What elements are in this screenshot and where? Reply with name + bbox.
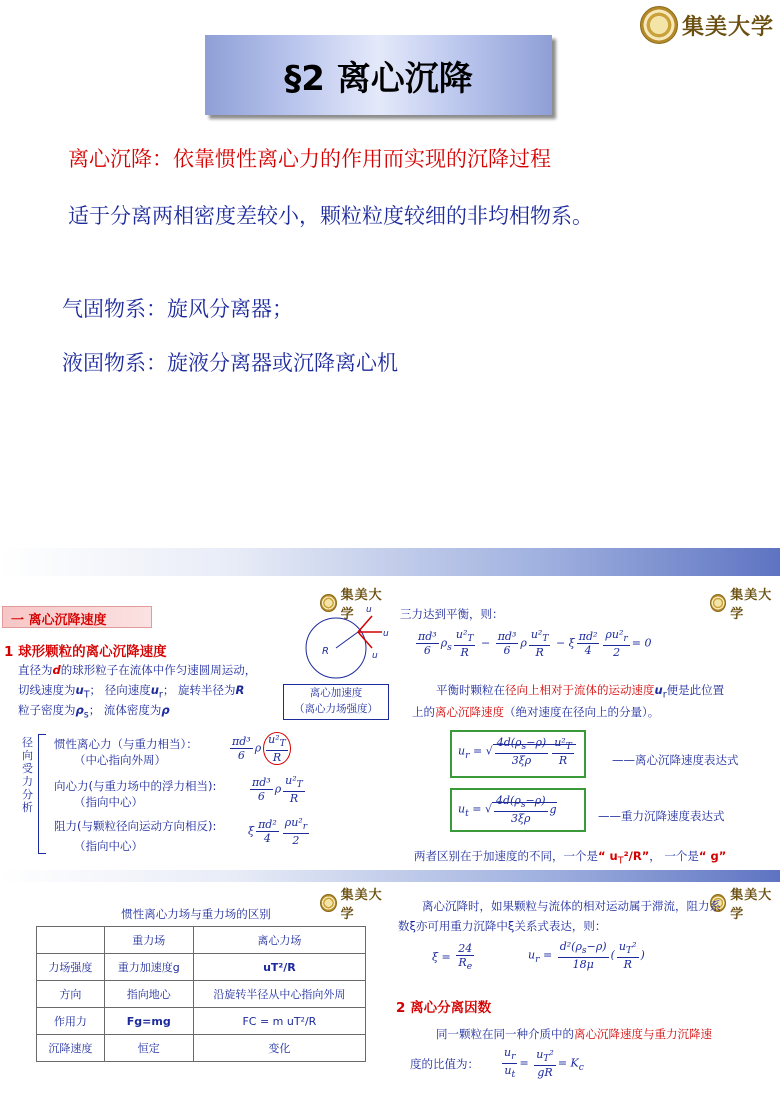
sub-title: 2 离心分离因数 — [396, 1000, 492, 1016]
text: ， 一个是 — [649, 849, 699, 863]
sub-title: 1 球形颗粒的离心沉降速度 — [4, 644, 167, 660]
formula-drag: ξ $\frac{\text{πd²}}{4}$ $\frac{\rho u^2_r}{2}$ — [248, 816, 308, 848]
logo-text: 集美大学 — [682, 13, 775, 40]
eq-tail: = 0 — [631, 636, 652, 650]
callout-box — [283, 684, 389, 720]
side-label: 径向受力分析 — [22, 736, 33, 814]
text: 切线速度为 — [18, 683, 76, 697]
equilibrium-para-1 — [436, 682, 724, 700]
gravity-velocity-box: $u_t$ = √ $\frac{4d(\rho_s-\rho)}{3\xi\rho}$ g — [450, 788, 586, 832]
ur-arrow — [358, 616, 372, 632]
logo-text: 集美大学 — [340, 888, 383, 922]
equilibrium-equation: $\frac{\text{πd³}}{6}$ $\rho_s$ $\frac{u^2_T}{R}$ − $\frac{\text{πd³}}{6}$ ρ $\frac{u^2_T}{R}$ − ξ $\frac{\text{πd²}}{4}$ $\frac{\rho u^2_r}{2}$ = 0 — [418, 628, 652, 660]
centrifugal-note: ——离心沉降速度表达式 — [612, 753, 739, 767]
section-title-box — [2, 606, 152, 628]
gas-solid-text: 气固物系：旋风分离器； — [62, 297, 293, 321]
table-cell: 恒定 — [104, 1035, 193, 1062]
logo-text: 集美大学 — [730, 588, 773, 622]
text-red: ²/R” — [623, 849, 650, 863]
callout-line-1: 离心加速度 — [309, 687, 363, 699]
equilibrium-intro: 三力达到平衡，则： — [400, 607, 504, 621]
header-cell: 离心力场 — [193, 927, 365, 954]
text: 便是此位置 — [666, 683, 725, 697]
text: ； 流体密度为 — [88, 703, 162, 717]
header-cell: 重力场 — [104, 927, 193, 954]
text-red: “ u — [598, 849, 618, 863]
kc-sub: c — [578, 1061, 584, 1073]
page-title: §2 离心沉降 — [284, 58, 473, 99]
text: 平衡时颗粒在 — [436, 683, 505, 697]
panel-settling-velocity — [0, 576, 392, 870]
laminar-line-2: 数ξ亦可用重力沉降中ξ关系式表达，则： — [398, 919, 607, 933]
table-cell: 方向 — [37, 981, 105, 1008]
symbol-u: u — [150, 683, 159, 697]
section-title: 一 离心沉降速度 — [11, 613, 107, 628]
text-red: 离心沉降速度 — [435, 705, 504, 719]
diagram-u-label: u — [383, 629, 389, 639]
table-cell: 沉降速度 — [37, 1035, 105, 1062]
table-cell: Fg=mg — [104, 1008, 193, 1035]
bracket — [38, 734, 46, 854]
xi-formula: ξ = $\frac{24}{R_e}$ — [432, 942, 473, 973]
panel-separation-factor — [392, 882, 780, 1102]
table-cell: 指向地心 — [104, 981, 193, 1008]
kc-label: = K — [557, 1056, 579, 1070]
desc-line-2 — [18, 682, 244, 700]
panel2-logo — [710, 584, 780, 622]
table-row — [37, 1008, 366, 1035]
comparison-table — [36, 926, 366, 1062]
text-red: 径向上相对于流体的运动速度 — [505, 683, 655, 697]
table-cell: 重力加速度g — [104, 954, 193, 981]
diagram-ut-label: u — [372, 651, 378, 661]
diagram-ur-label: u — [366, 605, 372, 615]
gravity-note: ——重力沉降速度表达式 — [598, 809, 725, 823]
panel-equilibrium — [392, 576, 780, 870]
logo-text: 集美大学 — [730, 888, 773, 922]
table-cell: 作用力 — [37, 1008, 105, 1035]
applicable-text: 适于分离两相密度差较小，颗粒粒度较细的非均相物系。 — [68, 204, 593, 228]
symbol-R: R — [235, 683, 245, 697]
table-row — [37, 981, 366, 1008]
force-drag-dir: （指向中心） — [74, 839, 143, 853]
text: 粒子密度为 — [18, 703, 76, 717]
panel-field-comparison — [0, 882, 392, 1102]
force-drag: 阻力(与颗粒径向运动方向相反): — [54, 819, 217, 833]
symbol-u: u — [654, 683, 663, 697]
header-cell — [37, 927, 105, 954]
force-inertial-dir: （中心指向外周） — [74, 753, 166, 767]
symbol-rho: ρ — [161, 703, 170, 717]
desc-line-1 — [18, 662, 256, 678]
sub: T — [617, 855, 624, 867]
definition-line — [68, 143, 551, 173]
text: 上的 — [412, 705, 435, 719]
text: ； 径向速度 — [89, 683, 151, 697]
force-centripetal-dir: （指向中心） — [74, 795, 143, 809]
text: 两者区别在于加速度的不同，一个是 — [414, 849, 598, 863]
table-row — [37, 1035, 366, 1062]
symbol-u: u — [75, 683, 84, 697]
text: ； 旋转半径为 — [162, 683, 236, 697]
university-logo — [640, 6, 774, 44]
force-centripetal: 向心力(与重力场中的浮力相当): — [54, 779, 217, 793]
divider-band — [0, 870, 780, 882]
callout-line-2: （离心力场强度） — [294, 703, 378, 715]
radius-line — [336, 632, 358, 648]
table-row — [37, 954, 366, 981]
force-inertial: 惯性离心力（与重力相当）： — [54, 737, 198, 751]
diagram-R-label: R — [322, 646, 329, 657]
text-red: “ g” — [698, 849, 727, 863]
sub: r — [662, 689, 667, 701]
formula-inertial: $\frac{\text{πd³}}{6}$ ρ $\frac{u^2_T}{R}$ — [228, 732, 293, 765]
liquid-solid-text: 液固物系：旋液分离器或沉降离心机 — [62, 351, 398, 375]
difference-line — [414, 848, 726, 866]
text: （绝对速度在径向上的分量）。 — [504, 705, 660, 719]
table-cell: FC = m uT²/R — [193, 1008, 365, 1035]
definition-text: 依靠惯性离心力的作用而实现的沉降过程 — [173, 147, 551, 171]
table-header-row — [37, 927, 366, 954]
equilibrium-para-2 — [412, 704, 659, 720]
divider-band — [0, 548, 780, 576]
ut-arrow — [358, 632, 372, 648]
desc-line-3 — [18, 702, 170, 720]
table-cell: uT²/R — [193, 954, 365, 981]
sub: s — [83, 709, 89, 721]
main-slide — [0, 0, 780, 548]
sub: r — [158, 689, 163, 701]
table-cell: 沿旋转半径从中心指向外周 — [193, 981, 365, 1008]
university-seal-icon — [640, 6, 678, 44]
rotation-diagram — [300, 602, 392, 682]
symbol-d: d — [52, 663, 61, 677]
definition-label: 离心沉降： — [68, 147, 173, 171]
kc-formula: $\frac{u_r}{u_t}$ = $\frac{u_T^2}{gR}$ = $K_c$ — [504, 1046, 584, 1081]
sub: T — [83, 689, 90, 701]
centrifugal-velocity-box: $u_r$ = √ $\frac{4d(\rho_s-\rho)}{3\xi\rho}$ $\frac{u^2_T}{R}$ — [450, 730, 586, 778]
text-red: 离心沉降速度与重力沉降速 — [574, 1027, 712, 1041]
text: 的球形粒子在流体中作匀速圆周运动， — [60, 663, 257, 677]
ratio-line-1 — [436, 1026, 712, 1042]
formula-centripetal: $\frac{\text{πd³}}{6}$ ρ $\frac{u^2_T}{R}$ — [252, 774, 303, 806]
title-box — [205, 35, 552, 115]
university-seal-icon — [710, 594, 726, 612]
laminar-velocity-formula: $u_r$ = $\frac{d^2(\rho_s-\rho)}{18\mu}$ ( $\frac{u_T^2}{R}$ ) — [528, 940, 645, 972]
text: 直径为 — [18, 663, 53, 677]
table-cell: 力场强度 — [37, 954, 105, 981]
laminar-line-1: 离心沉降时，如果颗粒与流体的相对运动属于滞流，阻力系 — [422, 899, 721, 913]
table-cell: 变化 — [193, 1035, 365, 1062]
table-title: 惯性离心力场与重力场的区别 — [121, 907, 271, 921]
symbol-rho: ρ — [75, 703, 84, 717]
text: 同一颗粒在同一种介质中的 — [436, 1027, 574, 1041]
logo-text: 集美大学 — [340, 588, 383, 622]
ratio-line-2: 度的比值为： — [410, 1057, 479, 1071]
